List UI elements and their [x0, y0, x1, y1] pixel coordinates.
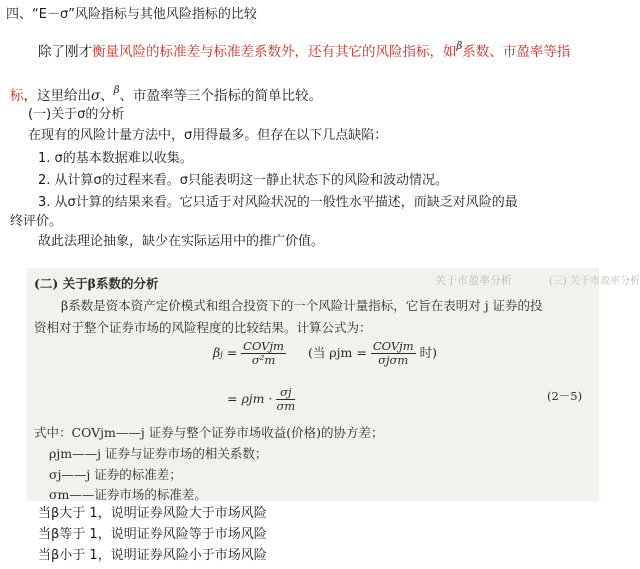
intro-line-2 [10, 82, 322, 105]
scanned-excerpt [27, 268, 640, 502]
conclusion-line: 当β大于 1，说明证券风险大于市场风险 [38, 506, 267, 521]
formula-fraction [371, 340, 416, 367]
formula-denominator: σ²m [251, 353, 276, 367]
list-item: 2. 从计算σ的过程来看。σ只能表明这一静止状态下的风险和波动情况。 [38, 173, 449, 188]
scan-title: (二) 关于β系数的分析 [34, 276, 159, 291]
sigma-symbol: σ [91, 88, 101, 104]
list-item: 终评价。 [10, 214, 63, 229]
formula-fraction [276, 386, 295, 413]
intro-text: 、市盈率等三个指标的简单比较。 [119, 88, 322, 104]
definition-line: σj——j 证券的标准差； [49, 467, 182, 482]
formula-fraction [241, 340, 286, 367]
scan-paragraph: 资相对于整个证券市场的风险程度的比较结果。计算公式为： [34, 320, 372, 335]
intro-line-1 [38, 38, 570, 61]
formula-condition: (当 ρjm = [307, 345, 371, 360]
conclusion-line: 当β小于 1，说明证券风险小于市场风险 [38, 548, 267, 563]
intro-highlight: 标 [10, 88, 24, 104]
formula-lhs: β [213, 345, 221, 360]
formula-2 [227, 386, 295, 413]
formula-denominator: σjσm [378, 353, 409, 367]
scan-paragraph: β系数是资本资产定价模式和组合投资下的一个风险计量指标，它旨在表明对 j 证券的投 [61, 298, 543, 313]
definition-line: ρjm——j 证券与证券市场的相关系数； [49, 446, 268, 461]
section-conclusion: 故此法理论抽象，缺少在实际运用中的推广价值。 [38, 234, 325, 249]
ghost-text: (三) 关于市盈率分析 [549, 276, 640, 287]
intro-text: 、 [100, 88, 114, 104]
intro-highlight: 衡量风险的标准差与标准差系数外，还有其它的风险指标，如 [92, 44, 457, 60]
intro-highlight: 系数、市盈率等指 [462, 44, 571, 60]
section-lead: 在现有的风险计量方法中，σ用得最多。但存在以下几点缺陷： [28, 128, 388, 143]
formula-numerator: COVjm [372, 339, 414, 353]
list-item: 1. σ的基本数据难以收集。 [38, 151, 193, 166]
formula-1: βj = $\frac{\text{COVjm}}{\text{σ²m}}$ (当 ρjm = $\frac{\text{COVjm}}{\text{σjσm}}$ 时) [213, 339, 437, 367]
equation-number: (2－5) [547, 389, 583, 403]
formula-rhs: = ρjm · [227, 391, 277, 406]
formula-numerator: σj [276, 386, 295, 400]
definition-line: 式中：COVjm——j 证券与整个证券市场收益(价格)的协方差； [34, 425, 384, 440]
formula-condition-end: 时) [419, 345, 437, 360]
section-title: (一)关于σ的分析 [28, 107, 125, 122]
beta-symbol: β [456, 41, 463, 52]
beta-symbol: β [113, 85, 120, 96]
conclusion-line: 当β等于 1，说明证券风险等于市场风险 [38, 527, 267, 542]
list-item: 3. 从σ计算的结果来看。它只适于对风险状况的一般性水平描述，而缺乏对风险的最 [38, 195, 518, 210]
ghost-text: 关于市盈率分析 [435, 274, 512, 287]
intro-text: 除了刚才 [38, 44, 92, 60]
formula-denominator: σm [276, 399, 296, 413]
section-heading: 四、“E－σ”风险指标与其他风险指标的比较 [6, 7, 257, 22]
definition-line: σm——证券市场的标准差。 [49, 487, 207, 502]
intro-text: ，这里给出 [23, 88, 91, 104]
formula-numerator: COVjm [243, 339, 284, 353]
